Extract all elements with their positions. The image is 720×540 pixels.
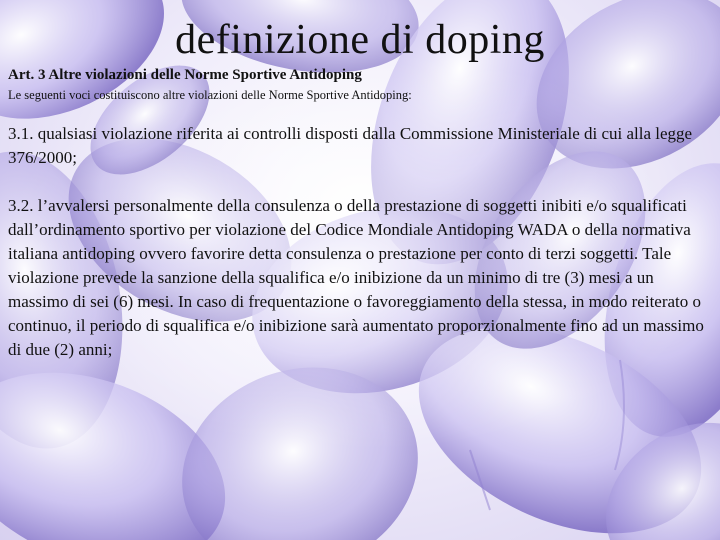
article-heading: Art. 3 Altre violazioni delle Norme Sportive Antidoping bbox=[8, 67, 362, 83]
slide-title: definizione di doping bbox=[175, 17, 545, 63]
paragraph-3-1: 3.1. qualsiasi violazione riferita ai controlli disposti dalla Commissione Ministeriale di cui alla legge 376/2000; bbox=[8, 124, 693, 167]
paragraph-3-2: 3.2. l’avvalersi personalmente della consulenza o della prestazione di soggetti inibiti e/o squalificati dall’ordinamento sportivo per violazione del Codice Mondiale Antidoping WADA o della normativa italiana antidoping ovvero favorire detta consulenza o prestazione per conto di terzi soggetti. Tale violazione prevede la sanzione della squalifica e/o inibizione da un minimo di tre (3) mesi a un massimo di sei (6) mesi. In caso di frequentazione o favoreggiamento della stessa, in modo reiterato o continuo, il periodo di squalifica e/o inibizione sarà aumentato proporzionalmente fino ad un massimo di due (2) anni; bbox=[8, 196, 704, 359]
intro-text: Le seguenti voci costituiscono altre violazioni delle Norme Sportive Antidoping: bbox=[8, 88, 412, 102]
